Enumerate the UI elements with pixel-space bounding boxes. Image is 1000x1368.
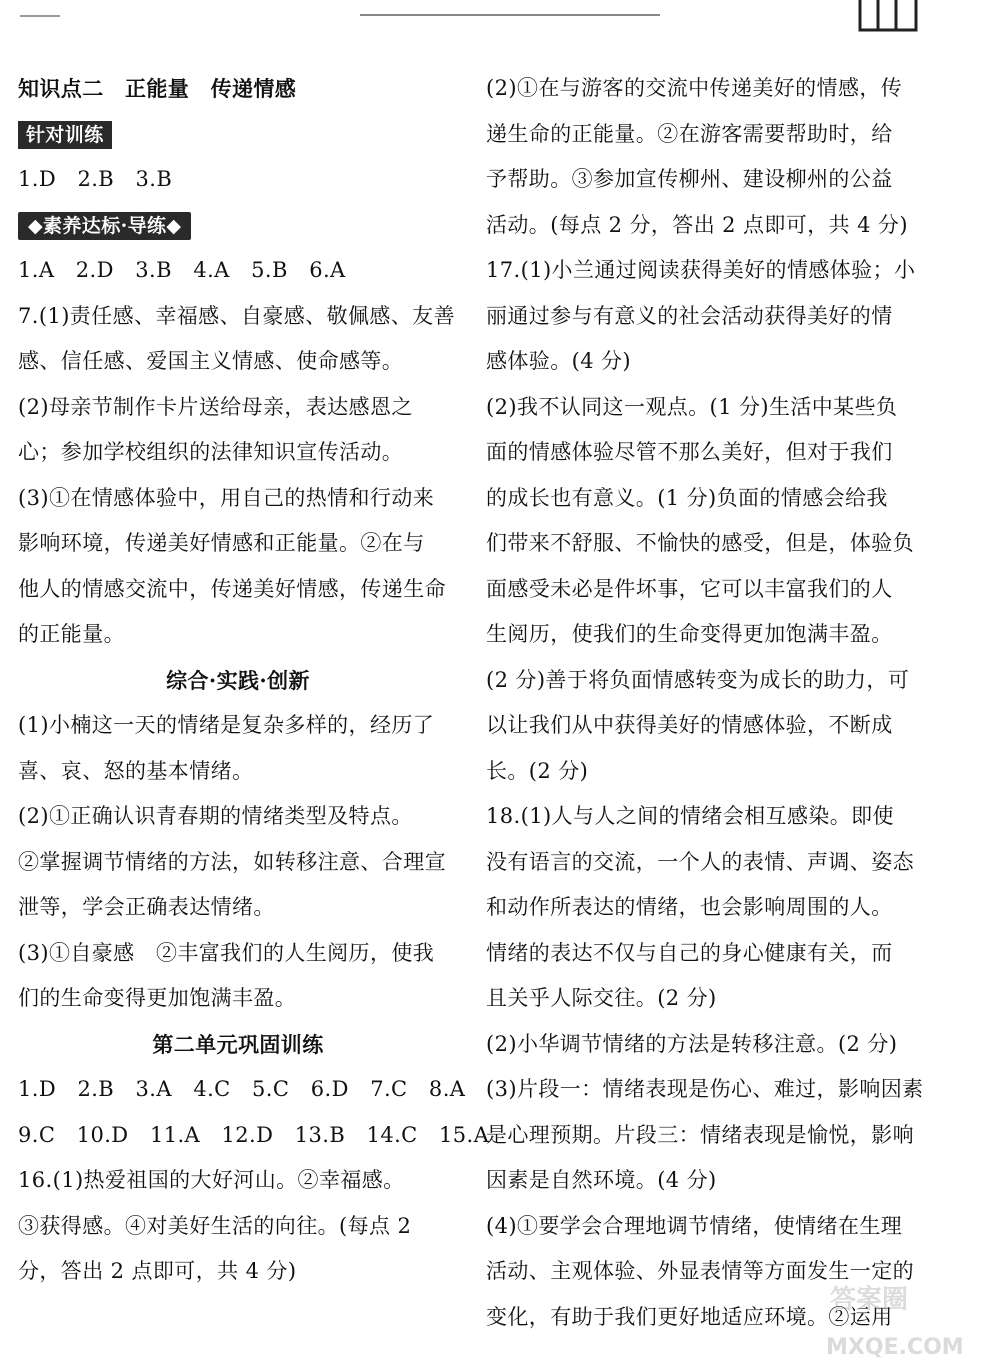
answer-line: 1.A 2.D 3.B 4.A 5.B 6.A	[18, 258, 346, 282]
answer-line: 7.(1)责任感、幸福感、自豪感、敬佩感、友善	[18, 303, 455, 328]
top-rule-left	[20, 15, 60, 17]
answer-line: 因素是自然环境。(4 分)	[486, 1168, 717, 1192]
top-rule	[360, 14, 660, 16]
watermark-bottom-text: MXQE.COM	[826, 1335, 964, 1360]
answer-line: 情绪的表达不仅与自己的身心健康有关，而	[486, 940, 893, 965]
answer-line: 变化，有助于我们更好地适应环境。②运用	[486, 1304, 893, 1329]
top-band	[0, 0, 1000, 30]
badge-row-training	[18, 112, 458, 158]
answer-line: 且关乎人际交往。(2 分)	[486, 986, 717, 1010]
answer-line: (2)①在与游客的交流中传递美好的情感，传	[486, 76, 903, 100]
answer-line: (2)母亲节制作卡片送给母亲，表达感恩之	[18, 394, 413, 419]
section-heading-unit-2: 第二单元巩固训练	[152, 1031, 324, 1057]
answer-line: (2)我不认同这一观点。(1 分)生活中某些负	[486, 394, 898, 419]
answer-line: 和动作所表达的情绪，也会影响周围的人。	[486, 895, 893, 919]
answer-line: 他人的情感交流中，传递美好情感，传递生命	[18, 576, 446, 601]
badge-targeted-training: 针对训练	[18, 121, 112, 149]
answer-line: (1)小楠这一天的情绪是复杂多样的，经历了	[18, 713, 435, 737]
answer-line: 17.(1)小兰通过阅读获得美好的情感体验；小	[486, 258, 916, 282]
answer-line: ③获得感。④对美好生活的向往。(每点 2	[18, 1213, 412, 1238]
answer-line: 感、信任感、爱国主义情感、使命感等。	[18, 349, 404, 373]
answer-line: 分，答出 2 点即可，共 4 分)	[18, 1259, 297, 1283]
answer-line: 是心理预期。片段三：情绪表现是愉悦，影响	[486, 1122, 914, 1147]
watermark-top-text: 答案圈	[830, 1285, 909, 1315]
book-corner-icon	[858, 0, 918, 34]
answer-line: 16.(1)热爱祖国的大好河山。②幸福感。	[18, 1168, 405, 1192]
answer-line: 长。(2 分)	[486, 758, 589, 783]
answer-line: (3)片段一：情绪表现是伤心、难过，影响因素	[486, 1077, 924, 1101]
answer-line: 面的情感体验尽管不那么美好，但对于我们	[486, 440, 893, 464]
answer-line: 丽通过参与有意义的社会活动获得美好的情	[486, 303, 893, 328]
answer-line: 感体验。(4 分)	[486, 349, 632, 373]
answer-line: 1.D 2.B 3.A 4.C 5.C 6.D 7.C 8.A	[18, 1077, 466, 1101]
answer-line: 活动。(每点 2 分，答出 2 点即可，共 4 分)	[486, 212, 908, 237]
answer-line: 影响环境，传递美好情感和正能量。②在与	[18, 531, 425, 555]
answer-line: (4)①要学会合理地调节情绪，使情绪在生理	[486, 1213, 903, 1238]
answer-line: (2)①正确认识青春期的情绪类型及特点。	[18, 804, 413, 828]
answer-line: 18.(1)人与人之间的情绪会相互感染。即使	[486, 804, 894, 828]
section-title-knowledge-2: 知识点二 正能量 传递情感	[18, 76, 297, 101]
right-column	[486, 66, 924, 1340]
answer-line: (2 分)善于将负面情感转变为成长的助力，可	[486, 667, 910, 692]
answer-line: 泄等，学会正确表达情绪。	[18, 895, 275, 919]
watermark-logo	[820, 1268, 990, 1364]
answer-line: 递生命的正能量。②在游客需要帮助时，给	[486, 121, 893, 146]
answer-line: 生阅历，使我们的生命变得更加饱满丰盈。	[486, 622, 893, 646]
answer-line: 面感受未必是件坏事，它可以丰富我们的人	[486, 576, 893, 601]
left-column	[18, 66, 490, 1295]
answer-line: 活动、主观体验、外显表情等方面发生一定的	[486, 1259, 914, 1283]
answer-line: 9.C 10.D 11.A 12.D 13.B 14.C 15.A	[18, 1122, 490, 1147]
answer-line: 喜、哀、怒的基本情绪。	[18, 758, 254, 783]
answer-line: 的成长也有意义。(1 分)负面的情感会给我	[486, 485, 888, 510]
section-heading-practice: 综合·实践·创新	[166, 667, 310, 693]
answer-line: 予帮助。③参加宣传柳州、建设柳州的公益	[486, 167, 893, 191]
answer-line: ②掌握调节情绪的方法，如转移注意、合理宣	[18, 849, 446, 874]
answer-line: 没有语言的交流，一个人的表情、声调、姿态	[486, 849, 914, 874]
answer-line: (3)①在情感体验中，用自己的热情和行动来	[18, 485, 435, 510]
answer-line: 的正能量。	[18, 622, 125, 646]
badge-literacy-practice: ◆素养达标·导练◆	[18, 212, 191, 240]
answer-line: 1.D 2.B 3.B	[18, 167, 173, 191]
badge-row-literacy	[18, 203, 458, 249]
answer-line: 们带来不舒服、不愉快的感受，但是，体验负	[486, 531, 914, 555]
answer-line: 心；参加学校组织的法律知识宣传活动。	[18, 440, 404, 464]
answer-line: 们的生命变得更加饱满丰盈。	[18, 986, 297, 1010]
answer-line: (2)小华调节情绪的方法是转移注意。(2 分)	[486, 1031, 898, 1056]
answer-line: 以让我们从中获得美好的情感体验，不断成	[486, 713, 893, 737]
answer-line: (3)①自豪感 ②丰富我们的人生阅历，使我	[18, 940, 435, 965]
